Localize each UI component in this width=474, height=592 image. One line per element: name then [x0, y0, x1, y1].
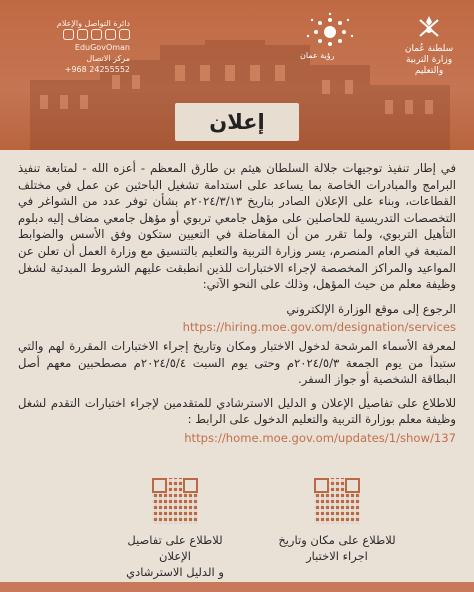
oman-vision-logo [300, 12, 360, 60]
qr-block-exam [272, 478, 402, 564]
qr-caption-line: للاطلاع على مكان وتاريخ [278, 533, 396, 547]
call-center-label: مركز الاتصال [86, 54, 130, 63]
page-title: إعلان [175, 103, 299, 141]
ministry-line2: وزارة التربية والتعليم [405, 55, 453, 76]
details-paragraph: للاطلاع على تفاصيل الإعلان و الدليل الاسترشادي للمتقدمين لإجراء اختبارات التقدم لشغل وظيفة معلم بوزارة التربية والتعليم الدخول على الرابط : [18, 395, 456, 427]
qr-caption-details [110, 532, 240, 580]
dept-name: دائرة التواصل والإعلام [56, 19, 130, 28]
snapchat-icon [105, 29, 116, 40]
header-banner [0, 0, 474, 150]
ministry-logo [394, 14, 464, 77]
intro-paragraph: في إطار تنفيذ توجيهات جلالة السلطان هيثم بن طارق المعظم - أعزه الله - لمتابعة تنفيذ البرامج والمبادرات الخاصة بما يساعد على استدامة تشغيل الباحثين عن عمل في مختلف القطاعات، وبناء على الإعلان الصادر بتاريخ ٢٠٢٤/٣/١٣م بشأن توفر عدد من الشواغر في التخصصات التدريسية للحاصلين على مؤهل جامعي تربوي أو مؤهل جامعي مضاف إليه دبلوم التأهيل التربوي، ولما تقرر من أن المفاضلة في التعيين ستكون وفق الأسس والضوابط المتبعة في العام المنصرم، يسر وزارة التربية والتعليم بالتنسيق مع وزارة العمل أن تعلن عن المواعيد والمراكز المخصصة لإجراء الاختبارات للذين انطبقت عليهم الشروط المبدئية لشغل وظيفة معلم من حيث المؤهل، وذلك على النحو الآتي: [18, 161, 456, 292]
reference-label: الرجوع إلى موقع الوزارة الإلكتروني [286, 301, 456, 316]
phone-number: +968 24255552 [64, 65, 130, 74]
contact-block [10, 18, 130, 75]
facebook-icon [119, 29, 130, 40]
footer-strip [0, 582, 474, 592]
announcement-card [0, 150, 474, 582]
updates-link[interactable]: https://home.moe.gov.om/updates/1/show/137 [184, 430, 456, 445]
qr-caption-exam [272, 532, 402, 564]
qr-caption-line: اجراء الاختبار [306, 549, 368, 563]
qr-caption-line: للاطلاع على تفاصيل الإعلان [127, 533, 223, 563]
ministry-line1: سلطنة عُمان [404, 44, 454, 54]
social-icons [63, 29, 130, 40]
x-icon [63, 29, 74, 40]
social-handle: EduGovOman [74, 43, 130, 52]
vision-caption: رؤية عمان [300, 51, 335, 60]
qr-caption-line: و الدليل الاسترشادي [126, 565, 224, 579]
youtube-icon [91, 29, 102, 40]
candidates-paragraph: لمعرفة الأسماء المرشحة لدخول الاختبار ومكان وتاريخ إجراء الاختبارات المقررة لهم والتي ستبدأ من يوم الجمعة ٢٠٢٤/٥/٣م وحتى يوم السبت ٢٠٢٤/٥/٤م مصطحبين معهم أصل البطاقة الشخصية أو جواز السفر. [18, 338, 456, 387]
oman-emblem-icon [416, 14, 442, 40]
qr-block-details [110, 478, 240, 580]
announcement-text [18, 160, 456, 449]
hiring-link[interactable]: https://hiring.moe.gov.om/designation/services [182, 320, 456, 335]
qr-code-details[interactable] [152, 478, 198, 524]
vision-dots-icon [300, 12, 360, 52]
qr-code-exam[interactable] [314, 478, 360, 524]
instagram-icon [77, 29, 88, 40]
